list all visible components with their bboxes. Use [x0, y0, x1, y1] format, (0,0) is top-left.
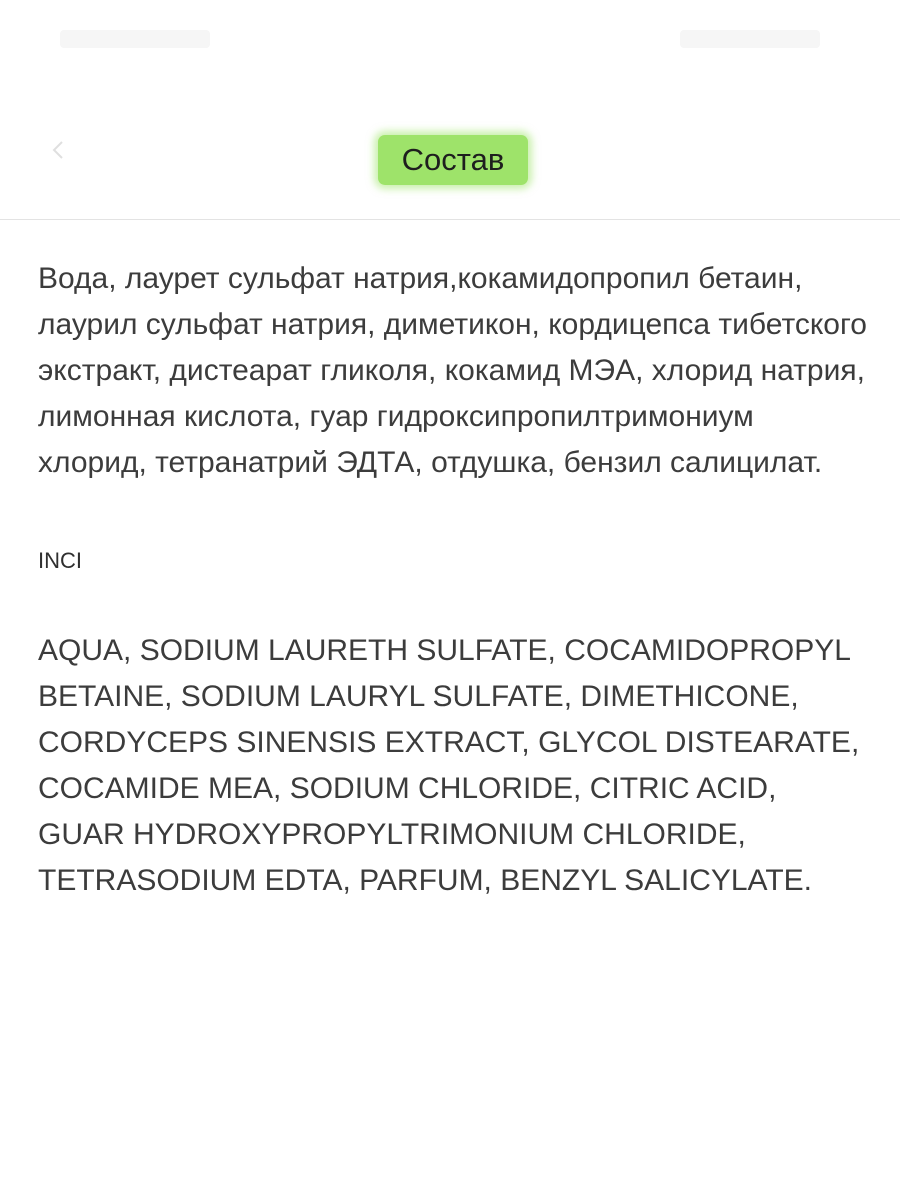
inci-heading: INCI [38, 548, 82, 573]
ingredients-russian-text: Вода, лаурет сульфат натрия,кокамидопропил бетаин, лаурил сульфат натрия, диметикон, кордицепса тибетского экстракт, дистеарат гликоля, кокамид МЭА, хлорид натрия, лимонная кислота, гуар гидроксипропилтримониум хлорид, тетранатрий ЭДТА, отдушка, бензил салицилат. [38, 262, 867, 479]
status-bar-time-ghost [60, 30, 210, 48]
back-arrow-icon[interactable] [52, 140, 64, 160]
status-bar-icons-ghost [680, 30, 820, 48]
status-bar [0, 0, 900, 80]
page-header [0, 80, 900, 220]
ingredients-content [38, 256, 868, 904]
ingredients-inci-text: AQUA, SODIUM LAURETH SULFATE, COCAMIDOPROPYL BETAINE, SODIUM LAURYL SULFATE, DIMETHICONE, CORDYCEPS SINENSIS EXTRACT, GLYCOL DISTEARATE, COCAMIDE MEA, SODIUM CHLORIDE, CITRIC ACID, GUAR HYDROXYPROPYLTRIMONIUM CHLORIDE, TETRASODIUM EDTA, PARFUM, BENZYL SALICYLATE. [38, 634, 860, 897]
page-title: Состав [401, 142, 505, 177]
